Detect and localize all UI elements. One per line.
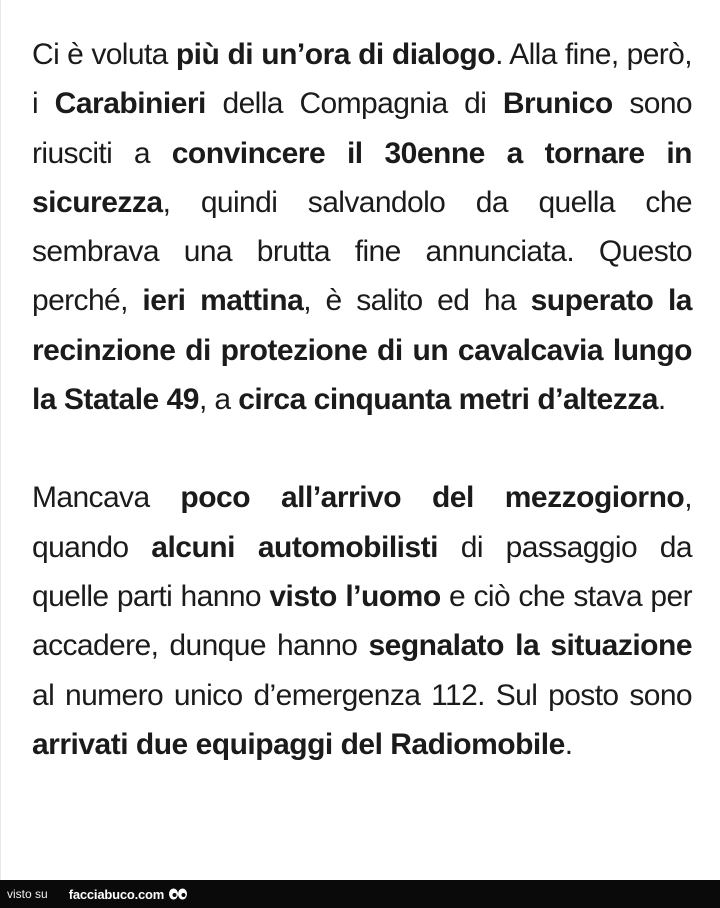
bold-text-run: visto l’uomo (269, 579, 441, 613)
text-run: , quindi salvandolo da quella che sembrava una brutta fine annunciata. Questo perché, (32, 185, 692, 318)
text-run: Ci è voluta (32, 38, 176, 71)
text-run: . (657, 383, 666, 417)
text-run: , quando (32, 481, 693, 564)
text-run: Mancava (32, 481, 181, 515)
text-run: e ciò che stava per accadere, dunque hanno (32, 579, 692, 663)
visto-su-label: visto su (7, 887, 48, 901)
bold-text-run: poco all’arrivo del mezzogiorno (180, 481, 685, 515)
text-run: , è salito ed ha (303, 284, 531, 318)
text-run: . Alla fine, però, i (32, 38, 692, 121)
eyes-icon (168, 887, 188, 901)
article-paragraph (32, 30, 692, 424)
watermark-footer (0, 880, 720, 908)
bold-text-run: superato la recinzione di protezione di un cavalcavia lungo la Statale 49 (32, 284, 692, 417)
text-run: . (564, 727, 573, 761)
left-border (0, 0, 1, 880)
bold-text-run: circa cinquanta metri d’altezza (238, 383, 658, 417)
text-run: di passaggio da quelle parti hanno (32, 530, 692, 613)
bold-text-run: più di un’ora di dialogo (175, 38, 496, 71)
bold-text-run: segnalato la situazione (368, 629, 693, 663)
bold-text-run: Carabinieri (54, 87, 206, 121)
article-body (32, 30, 692, 769)
bold-text-run: arrivati due equipaggi del Radiomobile (32, 727, 565, 761)
text-run: al numero unico d’emergenza 112. Sul posto sono (32, 678, 692, 712)
bold-text-run: ieri mattina (142, 284, 304, 318)
article-paragraph (32, 473, 692, 769)
bold-text-run: convincere il 30enne a tornare in sicurezza (32, 136, 692, 219)
bold-text-run: alcuni automobilisti (151, 530, 438, 564)
site-name-link[interactable]: facciabuco.com (68, 886, 165, 902)
text-run: sono riusciti a (32, 87, 692, 170)
text-run: della Compagnia di (205, 87, 503, 121)
text-run: , a (198, 383, 239, 417)
bold-text-run: Brunico (502, 87, 613, 121)
